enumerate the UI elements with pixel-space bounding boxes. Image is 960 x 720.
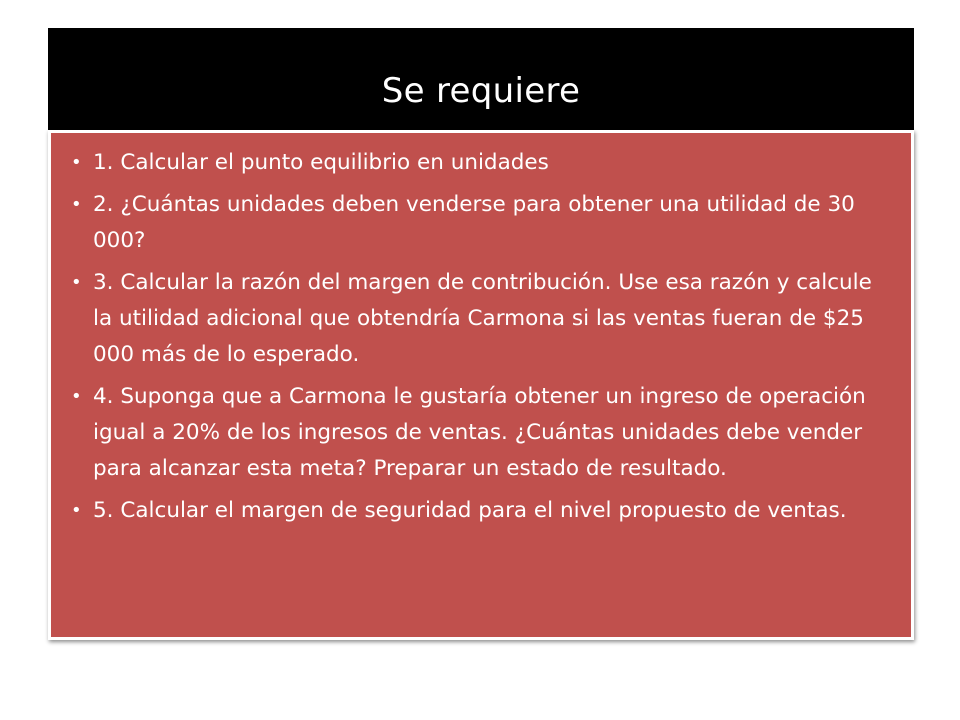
bullet-dot-icon: • (71, 500, 82, 521)
bullet-dot-icon: • (71, 152, 82, 173)
content-panel (48, 130, 914, 640)
slide-title: Se requiere (381, 71, 581, 111)
bullet-item (67, 493, 891, 529)
bullet-item (67, 379, 891, 487)
bullet-text: 1. Calcular el punto equilibrio en unidades (93, 150, 549, 175)
bullet-text: 4. Suponga que a Carmona le gustaría obtener un ingreso de operación igual a 20% de los ingresos de ventas. ¿Cuántas unidades debe vender para alcanzar esta meta? Preparar un estado de resultado. (93, 384, 866, 481)
bullet-item (67, 265, 891, 373)
bullet-list (51, 133, 911, 529)
title-bar (48, 28, 914, 136)
bullet-dot-icon: • (71, 386, 82, 407)
bullet-item (67, 145, 891, 181)
bullet-text: 3. Calcular la razón del margen de contribución. Use esa razón y calcule la utilidad adicional que obtendría Carmona si las ventas fueran de $25 000 más de lo esperado. (93, 270, 872, 367)
bullet-dot-icon: • (71, 272, 82, 293)
bullet-text: 2. ¿Cuántas unidades deben venderse para obtener una utilidad de 30 000? (93, 192, 855, 253)
bullet-item (67, 187, 891, 259)
bullet-text: 5. Calcular el margen de seguridad para el nivel propuesto de ventas. (93, 498, 847, 523)
bullet-dot-icon: • (71, 194, 82, 215)
